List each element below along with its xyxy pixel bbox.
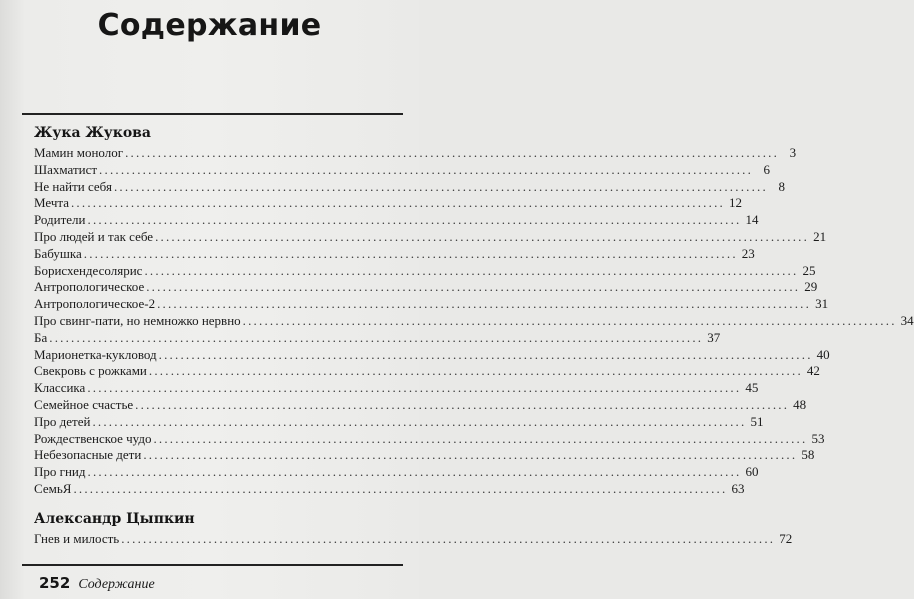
toc-entry-page: 42	[806, 363, 820, 379]
toc-entry-page: 58	[801, 447, 815, 463]
toc-entry-title: Антропологическое-2	[34, 296, 156, 312]
toc-entry[interactable]	[34, 312, 914, 330]
toc-entry[interactable]	[34, 296, 829, 313]
toc-entry-title: Рождественское чудо	[34, 430, 152, 446]
toc-dot-leader: ........................................................................................................................	[144, 262, 799, 278]
toc-entry[interactable]	[34, 531, 793, 548]
toc-entry[interactable]	[34, 228, 827, 246]
toc-entry[interactable]	[34, 413, 764, 431]
toc-entry-page: 3	[789, 145, 797, 160]
toc-dot-leader: ........................................................................................................................	[146, 279, 801, 295]
toc-entry-page: 8	[778, 178, 785, 194]
bottom-divider	[22, 564, 403, 566]
toc-entry-page: 23	[741, 245, 755, 261]
toc-entry-title: Не найти себя	[34, 178, 112, 194]
toc-dot-leader: ........................................................................................................................	[148, 363, 803, 379]
toc-entry[interactable]	[34, 161, 771, 179]
toc-entry-title: Ба	[34, 329, 48, 345]
toc-dot-leader: ........................................................................................................................	[87, 464, 742, 480]
toc-entry-title: Родители	[34, 212, 86, 228]
toc-entry[interactable]	[34, 195, 742, 212]
toc-dot-leader: ........................................................................................................................	[135, 396, 790, 412]
toc-entry-page: 31	[815, 296, 829, 312]
toc-entry[interactable]	[34, 447, 815, 464]
toc-entry-title: Небезопасные дети	[34, 447, 142, 463]
toc-entry-title: Про свинг-пати, но немножко нервно	[34, 312, 241, 328]
toc-dot-leader: ........................................................................................................................	[153, 430, 808, 446]
running-footer	[39, 574, 155, 593]
toc-entry-title: Про людей и так себе	[34, 228, 154, 244]
toc-entry-page: 60	[745, 464, 759, 480]
page-title: Содержание	[97, 8, 322, 43]
toc-entry[interactable]	[34, 245, 755, 263]
toc-dot-leader: ........................................................................................................................	[87, 380, 742, 396]
toc-dot-leader: ........................................................................................................................	[87, 212, 742, 228]
toc-entry-page: 29	[804, 279, 818, 295]
toc-entry-page: 25	[802, 262, 816, 278]
toc-dot-leader: ........................................................................................................................	[73, 480, 728, 496]
toc-entry-title: Семейное счастье	[34, 396, 134, 412]
toc-dot-leader: ........................................................................................................................	[155, 228, 810, 244]
toc-dot-leader: ........................................................................................................................	[242, 312, 897, 328]
toc-entry[interactable]	[34, 396, 807, 414]
toc-entry-title: Антропологическое	[34, 279, 145, 295]
toc-entry[interactable]	[34, 346, 830, 364]
toc-entry-page: 12	[728, 195, 742, 211]
toc-entry[interactable]	[34, 279, 818, 296]
section-author: Александр Цыпкин	[34, 511, 195, 527]
section-zhuka-zhukova	[34, 123, 914, 498]
footer-label: Содержание	[78, 577, 155, 592]
toc-entry[interactable]	[34, 363, 820, 380]
footer-page-number: 252	[39, 574, 71, 592]
toc-entry-page: 14	[745, 212, 759, 228]
toc-dot-leader: ........................................................................................................................	[121, 531, 776, 546]
toc-entry-page: 6	[763, 161, 771, 177]
top-divider	[22, 113, 403, 115]
toc-entry-page: 34	[900, 312, 914, 328]
toc-entry-title: Свекровь с рожками	[34, 363, 147, 379]
toc-dot-leader: ........................................................................................................................	[113, 178, 768, 194]
toc-dot-leader: ........................................................................................................................	[99, 161, 754, 177]
toc-entry[interactable]	[34, 480, 745, 498]
toc-entry-page: 53	[811, 430, 825, 446]
toc-entry[interactable]	[34, 464, 759, 481]
toc-dot-leader: ........................................................................................................................	[125, 145, 780, 160]
toc-dot-leader: ........................................................................................................................	[157, 296, 812, 312]
toc-entry[interactable]	[34, 380, 759, 397]
toc-entry-title: Про детей	[34, 413, 91, 429]
toc-entry-title: Мечта	[34, 195, 69, 211]
toc-entry[interactable]	[34, 212, 759, 229]
toc-entry-title: СемьЯ	[34, 480, 72, 496]
section-author: Жука Жукова	[34, 125, 151, 141]
toc-entry-title: Гнев и милость	[34, 531, 120, 546]
toc-entry-page: 72	[779, 531, 793, 546]
toc-entry-title: Мамин монолог	[34, 145, 124, 160]
toc-entry-page: 45	[745, 380, 759, 396]
toc-entry[interactable]	[34, 430, 825, 448]
toc-entry[interactable]	[34, 262, 816, 280]
toc-dot-leader: ........................................................................................................................	[92, 413, 747, 429]
toc-dot-leader: ........................................................................................................................	[143, 447, 798, 463]
toc-entry-title: Борисхендесолярис	[34, 262, 143, 278]
toc-entry-page: 40	[816, 346, 830, 362]
toc-entry[interactable]	[34, 178, 785, 196]
section-aleksandr-tsypkin	[34, 509, 793, 548]
toc-dot-leader: ........................................................................................................................	[70, 195, 725, 211]
toc-entry-page: 63	[731, 480, 745, 496]
toc-dot-leader: ........................................................................................................................	[49, 329, 704, 345]
toc-entry-title: Классика	[34, 380, 86, 396]
toc-entry-title: Бабушка	[34, 245, 82, 261]
toc-entry-page: 51	[750, 413, 764, 429]
toc-entry[interactable]	[34, 145, 797, 162]
toc-entry-title: Про гнид	[34, 464, 86, 480]
toc-entry[interactable]	[34, 329, 721, 347]
toc-dot-leader: ........................................................................................................................	[158, 346, 813, 362]
toc-entry-title: Шахматист	[34, 161, 98, 177]
toc-entry-page: 48	[793, 396, 807, 412]
toc-entry-title: Марионетка-кукловод	[34, 346, 157, 362]
toc-entry-page: 37	[707, 329, 721, 345]
toc-dot-leader: ........................................................................................................................	[83, 245, 738, 261]
toc-entry-page: 21	[813, 228, 827, 244]
